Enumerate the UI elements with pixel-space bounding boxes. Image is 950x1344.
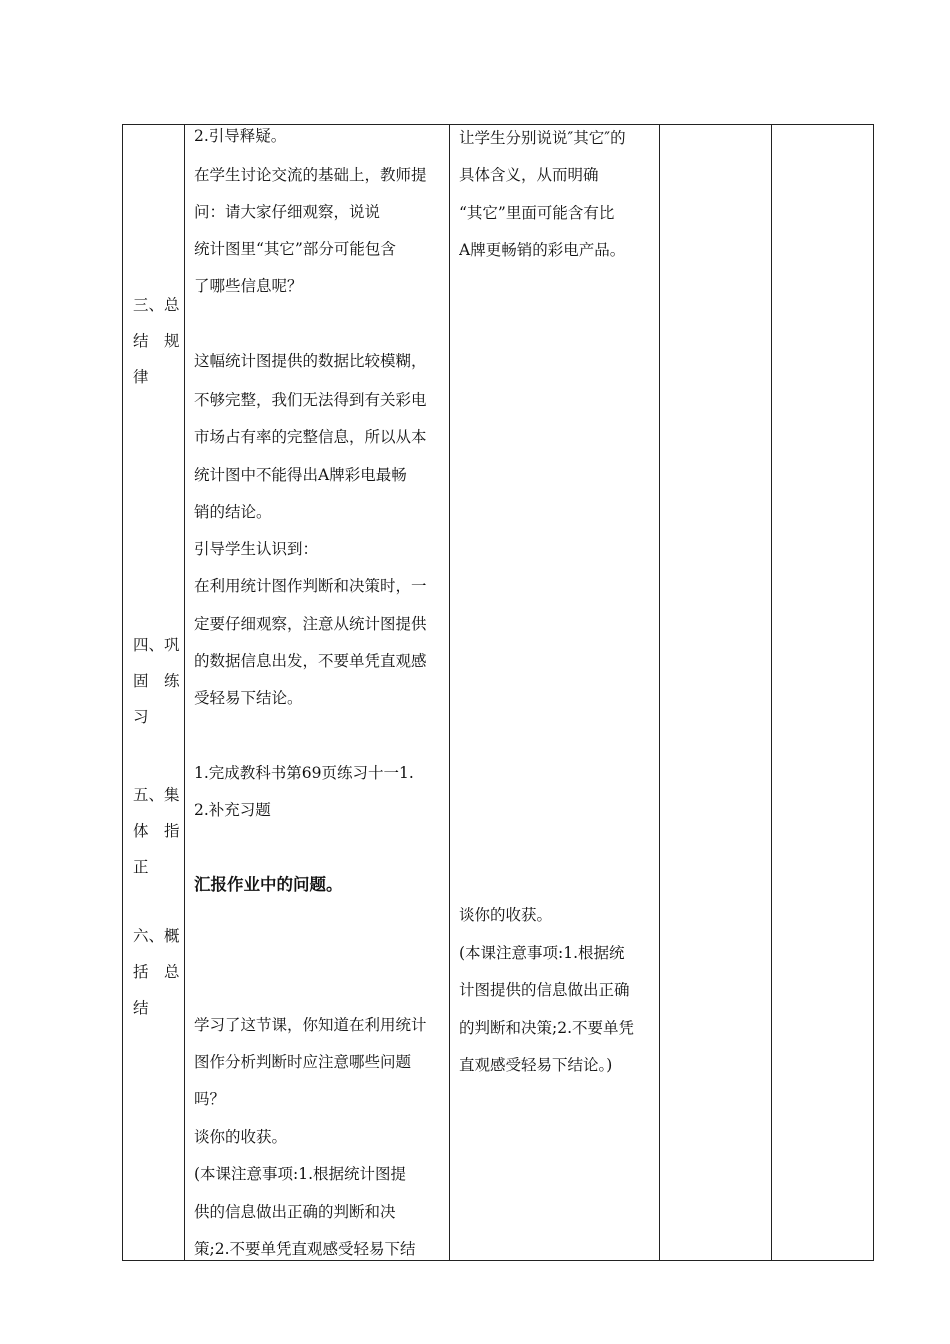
activity-line: 的判断和决策;2.不要单凭 [459, 1019, 635, 1037]
lesson-table [122, 124, 874, 1261]
student-activity-column [459, 125, 655, 1260]
content-line: 图作分析判断时应注意哪些问题 [194, 1053, 412, 1071]
activity-line: 计图提供的信息做出正确 [459, 981, 630, 999]
content-line: 供的信息做出正确的判断和决 [194, 1203, 396, 1221]
teaching-content-column [194, 125, 442, 1260]
column-divider [449, 125, 450, 1260]
empty-column [660, 125, 770, 1260]
content-line: 学习了这节课，你知道在利用统计 [194, 1016, 427, 1034]
content-line: 市场占有率的完整信息，所以从本 [194, 428, 427, 446]
content-line: 定要仔细观察，注意从统计图提供 [194, 615, 427, 633]
section-column: 三、总 结 规 律 四、巩 固 练 习 五、集 体 指 正 六、概 括 总 结 [133, 296, 180, 1017]
content-line: 引导学生认识到： [194, 540, 319, 558]
homework-report-heading: 汇报作业中的问题。 [194, 875, 343, 894]
content-line: 了哪些信息呢？ [194, 277, 303, 295]
content-line: 在利用统计图作判断和决策时，一 [194, 577, 427, 595]
content-line: 统计图中不能得出A牌彩电最畅 [194, 466, 407, 484]
content-line: 统计图里“其它”部分可能包含 [194, 240, 396, 258]
content-line: 谈你的收获。 [194, 1128, 288, 1146]
activity-line: 具体含义，从而明确 [459, 166, 599, 184]
content-line: 策;2.不要单凭直观感受轻易下结 [194, 1240, 416, 1258]
activity-line: 让学生分别说说″其它″的 [459, 129, 626, 147]
activity-line: 谈你的收获。 [459, 906, 553, 924]
activity-line: “其它”里面可能含有比 [459, 204, 615, 222]
empty-column [772, 125, 874, 1260]
content-line: 这幅统计图提供的数据比较模糊， [194, 352, 427, 370]
column-divider [184, 125, 185, 1260]
content-line: 2.补充习题 [194, 801, 271, 819]
content-line: 销的结论。 [194, 503, 272, 521]
content-line: 问：请大家仔细观察，说说 [194, 203, 381, 221]
content-line: 的数据信息出发，不要单凭直观感 [194, 652, 427, 670]
content-line: 1.完成教科书第69页练习十一1. [194, 764, 414, 782]
content-line: 吗？ [194, 1090, 226, 1108]
content-line: 在学生讨论交流的基础上，教师提 [194, 166, 427, 184]
content-line: 不够完整，我们无法得到有关彩电 [194, 391, 427, 409]
content-line: 受轻易下结论。 [194, 689, 303, 707]
content-line: 2.引导释疑。 [194, 127, 287, 145]
activity-line: A牌更畅销的彩电产品。 [459, 241, 626, 259]
activity-line: 直观感受轻易下结论。) [459, 1056, 613, 1074]
activity-line: (本课注意事项:1.根据统 [459, 944, 625, 962]
content-line: (本课注意事项:1.根据统计图提 [194, 1165, 407, 1183]
